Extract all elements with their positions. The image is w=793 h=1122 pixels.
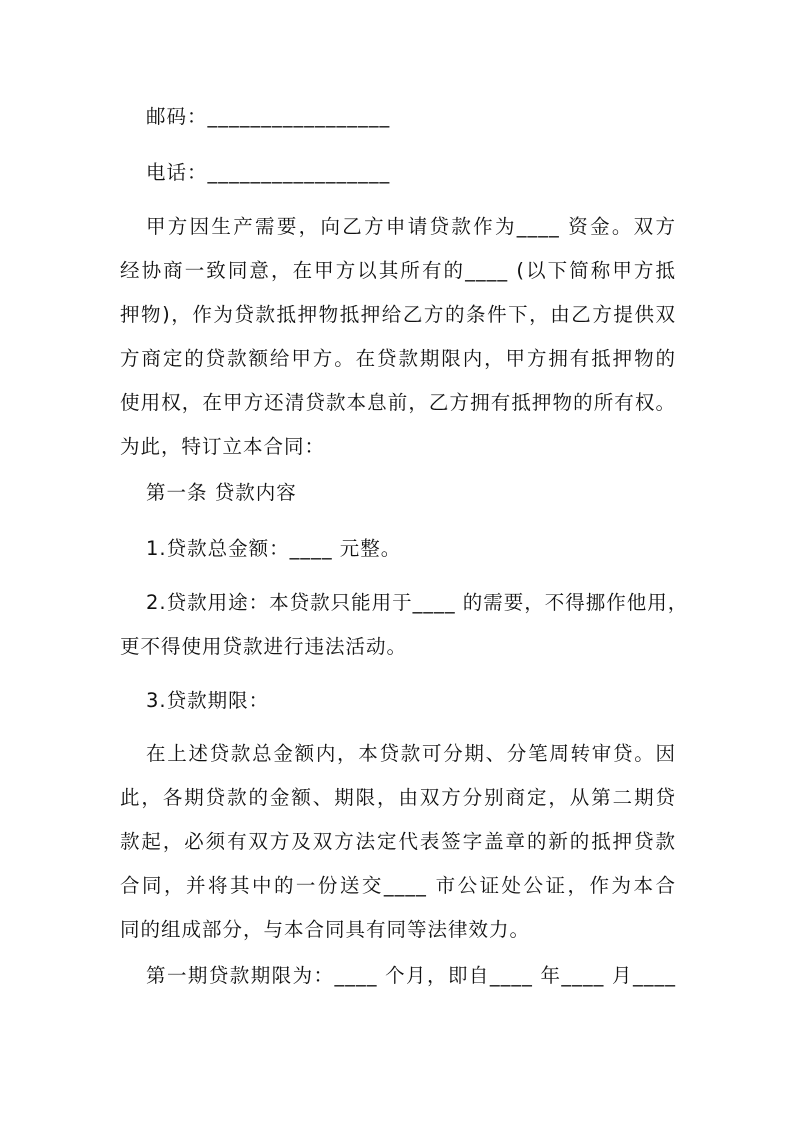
paragraph-line: 为此，特订立本合同： — [120, 435, 326, 458]
postcode-line: 邮码：_________________ — [146, 105, 391, 128]
paragraph-line: 使用权，在甲方还清贷款本息前，乙方拥有抵押物的所有权。 — [120, 391, 676, 414]
clause-line: 更不得使用贷款进行违法活动。 — [120, 635, 408, 658]
paragraph-line: 合同，并将其中的一份送交____ 市公证处公证，作为本合 — [120, 874, 676, 897]
paragraph-line: 押物)，作为贷款抵押物抵押给乙方的条件下，由乙方提供双 — [120, 303, 676, 326]
paragraph-line: 甲方因生产需要，向乙方申请贷款作为____ 资金。双方 — [146, 215, 676, 238]
paragraph-line: 款起，必须有双方及双方法定代表签字盖章的新的抵押贷款 — [120, 830, 676, 853]
paragraph-line: 同的组成部分，与本合同具有同等法律效力。 — [120, 918, 531, 941]
article-heading: 第一条 贷款内容 — [146, 481, 297, 504]
paragraph-line: 在上述贷款总金额内，本贷款可分期、分笔周转审贷。因 — [146, 742, 676, 765]
paragraph-line: 方商定的贷款额给甲方。在贷款期限内，甲方拥有抵押物的 — [120, 347, 676, 370]
paragraph-line: 第一期贷款期限为：____ 个月，即自____ 年____ 月____ — [146, 964, 676, 987]
clause-line: 2.贷款用途：本贷款只能用于____ 的需要，不得挪作他用， — [146, 591, 689, 614]
clause-line: 3.贷款期限： — [146, 689, 270, 712]
paragraph-line: 此，各期贷款的金额、期限，由双方分别商定，从第二期贷 — [120, 786, 676, 809]
clause-line: 1.贷款总金额：____ 元整。 — [146, 537, 402, 560]
phone-line: 电话：_________________ — [146, 161, 391, 184]
paragraph-line: 经协商一致同意，在甲方以其所有的____ (以下简称甲方抵 — [120, 259, 676, 282]
